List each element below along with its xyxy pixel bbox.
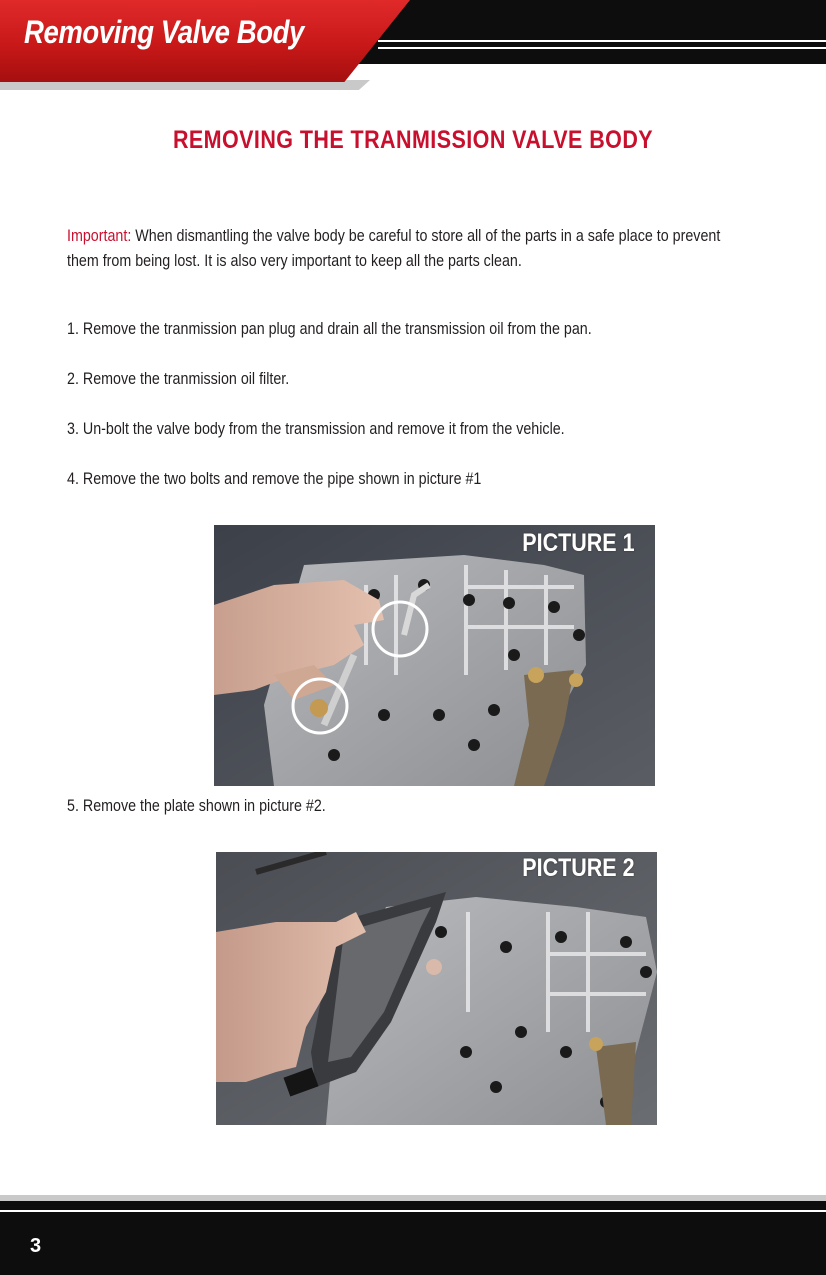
picture-2-photo	[216, 852, 657, 1125]
page-number: 3	[30, 1235, 42, 1257]
footer-bar	[0, 1201, 826, 1275]
step-3: 3. Un-bolt the valve body from the transmission and remove it from the vehicle.	[67, 419, 565, 438]
picture-2-label: PICTURE 2	[522, 854, 635, 882]
picture-1-photo	[214, 525, 655, 786]
picture-1-label: PICTURE 1	[522, 529, 635, 557]
important-label: Important:	[67, 226, 132, 245]
step-1: 1. Remove the tranmission pan plug and drain all the transmission oil from the pan.	[67, 319, 592, 338]
step-5: 5. Remove the plate shown in picture #2.	[67, 796, 326, 815]
important-note	[67, 223, 756, 273]
step-2: 2. Remove the tranmission oil filter.	[67, 369, 290, 388]
step-4: 4. Remove the two bolts and remove the pipe shown in picture #1	[67, 469, 482, 488]
page-heading: REMOVING THE TRANMISSION VALVE BODY	[172, 126, 654, 154]
important-text: When dismantling the valve body be careful to store all of the parts in a safe place to prevent them from being lost. It is also very important to keep all the parts clean.	[67, 226, 721, 270]
section-title: Removing Valve Body	[24, 14, 304, 50]
header-rule	[378, 47, 826, 49]
header-rule	[378, 40, 826, 42]
footer-rule	[0, 1210, 826, 1212]
